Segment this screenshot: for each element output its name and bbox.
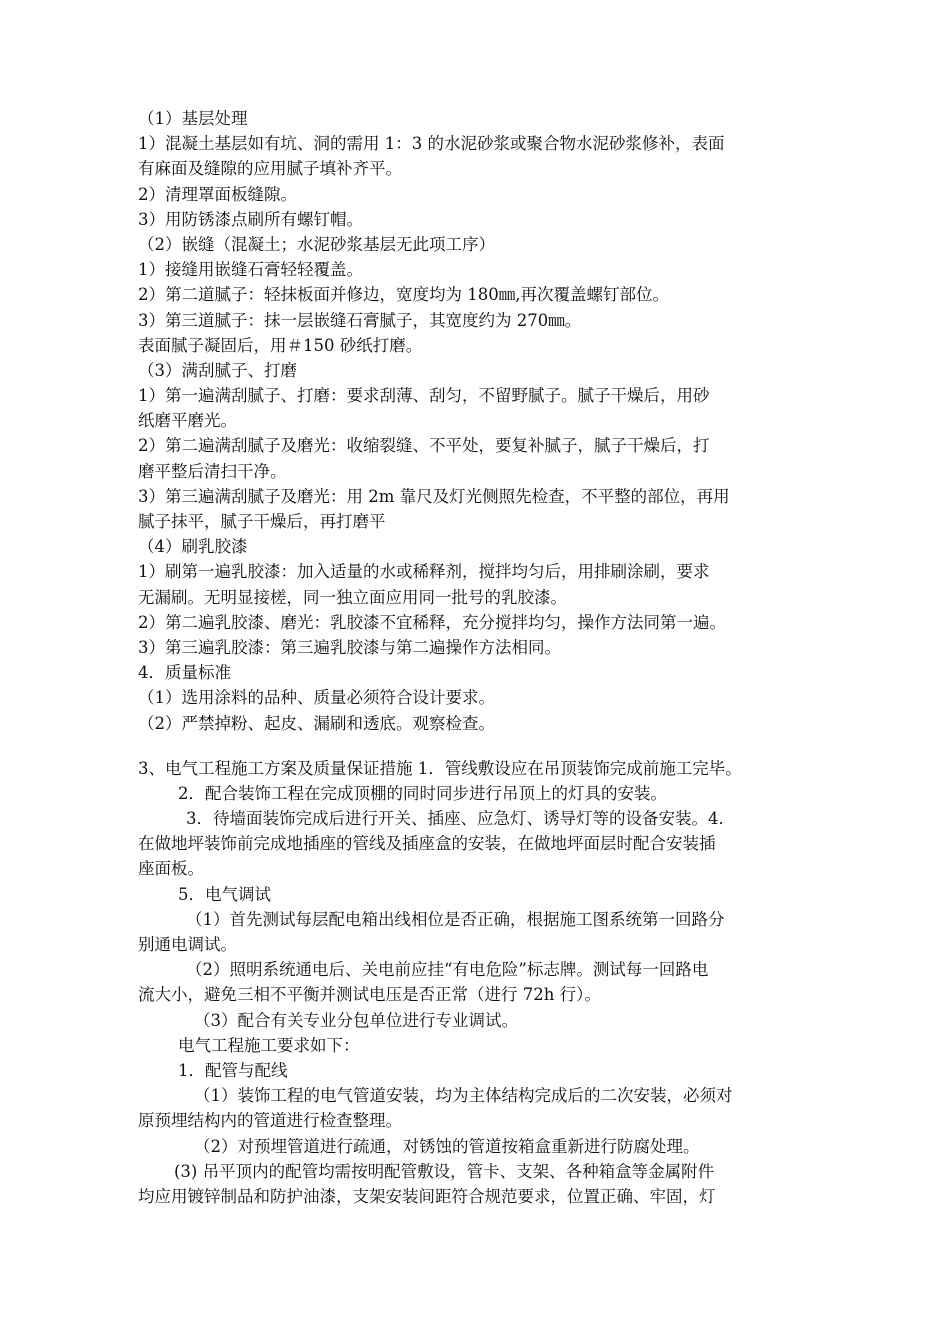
heading-base-treatment: （1）基层处理	[138, 109, 248, 128]
text-line: 2．配合装饰工程在完成顶棚的同时同步进行吊顶上的灯具的安装。	[178, 783, 667, 803]
text-line: 3．待墙面装饰完成后进行开关、插座、应急灯、诱导灯等的设备安装。4．	[186, 809, 735, 829]
text-line: 2）第二道腻子：轻抹板面并修边，宽度均为 180㎜,再次覆盖螺钉部位。	[138, 285, 669, 305]
heading-quality-standard: 4．质量标准	[138, 663, 231, 683]
text-line: 在做地坪装饰前完成地插座的管线及插座盒的安装，在做地坪面层时配合安装插	[138, 834, 716, 854]
text-line: 2）清理罩面板缝隙。	[138, 184, 297, 204]
text-line: 原预埋结构内的管道进行检查整理。	[138, 1111, 402, 1131]
heading-electrical-debug: 5．电气调试	[178, 884, 271, 904]
text-line: （1）首先测试每层配电箱出线相位是否正确，根据施工图系统第一回路分	[186, 909, 725, 929]
text-line: 均应用镀锌制品和防护油漆，支架安装间距符合规范要求，位置正确、牢固，灯	[138, 1186, 716, 1206]
text-line: 2）第二遍乳胶漆、磨光：乳胶漆不宜稀释，充分搅拌均匀，操作方法同第一遍。	[138, 612, 726, 632]
text-line: 无漏刷。无明显接槎，同一独立面应用同一批号的乳胶漆。	[138, 587, 567, 607]
text-line: （2）严禁掉粉、起皮、漏刷和透底。观察检查。	[138, 713, 495, 733]
text-line: (3) 吊平顶内的配管均需按明配管敷设，管卡、支架、各种箱盒等金属附件	[174, 1161, 715, 1181]
text-line: 流大小，避免三相不平衡并测试电压是否正常（进行 72h 行）。	[138, 985, 601, 1005]
text-line: 别通电调试。	[138, 935, 237, 954]
text-line: 纸磨平磨光。	[138, 411, 237, 431]
text-line: 座面板。	[138, 859, 204, 879]
heading-piping-wiring: 1．配管与配线	[178, 1060, 288, 1080]
paragraph-gap	[138, 736, 818, 756]
text-line: 有麻面及缝隙的应用腻子填补齐平。	[138, 159, 402, 179]
text-line: 3）第三遍满刮腻子及磨光：用 2m 靠尺及灯光侧照先检查，不平整的部位，再用	[138, 486, 730, 506]
text-line: 腻子抹平，腻子干燥后，再打磨平	[138, 512, 386, 531]
text-line: 表面腻子凝固后，用＃150 砂纸打磨。	[138, 335, 423, 355]
text-line: （1）选用涂料的品种、质量必须符合设计要求。	[138, 688, 495, 708]
text-line: （2）对预埋管道进行疏通，对锈蚀的管道按箱盒重新进行防腐处理。	[194, 1136, 700, 1156]
heading-latex-paint: （4）刷乳胶漆	[138, 537, 248, 557]
text-line: 2）第二遍满刮腻子及磨光：收缩裂缝、不平处，要复补腻子，腻子干燥后，打	[138, 436, 710, 456]
heading-putty-sanding: （3）满刮腻子、打磨	[138, 360, 297, 380]
text-line: 1）接缝用嵌缝石膏轻轻覆盖。	[138, 260, 363, 280]
text-line: 3）第三道腻子：抹一层嵌缝石膏腻子，其宽度约为 270㎜。	[138, 310, 582, 330]
text-line: 3）用防锈漆点刷所有螺钉帽。	[138, 209, 363, 229]
text-line: 1）混凝土基层如有坑、洞的需用 1：3 的水泥砂浆或聚合物水泥砂浆修补，表面	[138, 134, 725, 154]
text-line: （3）配合有关专业分包单位进行专业调试。	[194, 1010, 518, 1030]
text-line: （2）照明系统通电后、关电前应挂“有电危险”标志牌。测试每一回路电	[186, 960, 709, 980]
text-line: 磨平整后清扫干净。	[138, 461, 287, 481]
document-page	[138, 106, 818, 1209]
text-line: 电气工程施工要求如下：	[178, 1035, 360, 1055]
heading-caulking: （2）嵌缝（混凝土；水泥砂浆基层无此项工序）	[138, 234, 495, 254]
text-line: 3）第三遍乳胶漆：第三遍乳胶漆与第二遍操作方法相同。	[138, 637, 561, 657]
text-line: 1）第一遍满刮腻子、打磨：要求刮薄、刮匀，不留野腻子。腻子干燥后，用砂	[138, 386, 710, 406]
heading-electrical-plan: 3、电气工程施工方案及质量保证措施 1．管线敷设应在吊顶装饰完成前施工完毕。	[138, 758, 742, 778]
text-line: （1）装饰工程的电气管道安装，均为主体结构完成后的二次安装，必须对	[194, 1086, 733, 1106]
text-line: 1）刷第一遍乳胶漆：加入适量的水或稀释剂，搅拌均匀后，用排刷涂刷，要求	[138, 562, 710, 582]
